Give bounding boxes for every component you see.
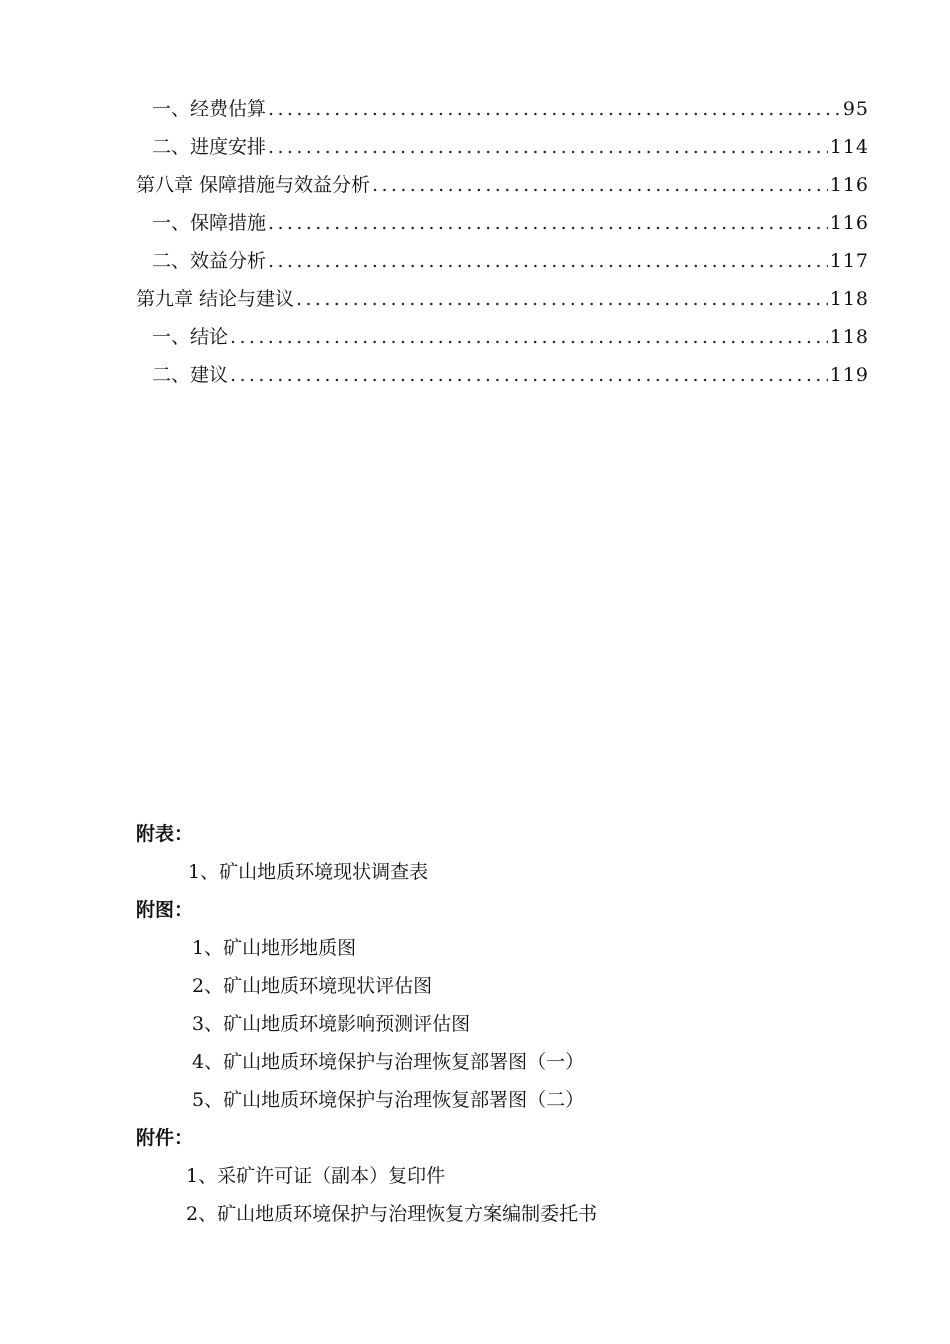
toc-entry[interactable] — [136, 318, 869, 356]
appendix-figure-item: 3、矿山地质环境影响预测评估图 — [192, 1013, 471, 1035]
appendix-attachments-heading: 附件： — [136, 1127, 194, 1149]
toc-dot-leader — [268, 128, 828, 166]
toc-entry-title: 二、效益分析 — [152, 250, 267, 272]
toc-dot-leader — [230, 356, 828, 394]
appendix-figure-item: 1、矿山地形地质图 — [192, 937, 357, 959]
toc-entry-page: 116 — [829, 174, 869, 196]
toc-entry[interactable] — [136, 356, 869, 394]
appendix-figure-item: 4、矿山地质环境保护与治理恢复部署图（一） — [192, 1051, 585, 1073]
toc-dot-leader — [268, 204, 828, 242]
toc-dot-leader — [372, 166, 828, 204]
appendix-section — [136, 815, 836, 1233]
toc-entry-page: 114 — [829, 136, 869, 158]
toc-entry-page: 118 — [829, 326, 869, 348]
toc-entry-title: 一、经费估算 — [152, 98, 267, 120]
toc-dot-leader — [230, 318, 828, 356]
toc-entry-title: 一、保障措施 — [152, 212, 267, 234]
appendix-table-item: 1、矿山地质环境现状调查表 — [188, 861, 429, 883]
appendix-figures-heading: 附图： — [136, 899, 194, 921]
toc-entry-title: 一、结论 — [152, 326, 229, 348]
toc-entry-title: 二、建议 — [152, 364, 229, 386]
toc-entry-page: 118 — [829, 288, 869, 310]
toc-entry-title: 第八章 保障措施与效益分析 — [136, 174, 371, 196]
toc-entry[interactable] — [136, 90, 869, 128]
appendix-attachment-item: 1、采矿许可证（副本）复印件 — [186, 1165, 446, 1187]
appendix-tables-heading: 附表： — [136, 823, 194, 845]
toc-dot-leader — [296, 280, 828, 318]
toc-entry-page: 95 — [842, 98, 869, 120]
toc-chapter-entry[interactable] — [136, 166, 869, 204]
toc-entry[interactable] — [136, 128, 869, 166]
toc-entry-title: 第九章 结论与建议 — [136, 288, 295, 310]
appendix-attachment-item: 2、矿山地质环境保护与治理恢复方案编制委托书 — [186, 1203, 598, 1225]
appendix-figure-item: 5、矿山地质环境保护与治理恢复部署图（二） — [192, 1089, 585, 1111]
toc-chapter-entry[interactable] — [136, 280, 869, 318]
toc-entry[interactable] — [136, 242, 869, 280]
toc-entry-page: 117 — [829, 250, 869, 272]
appendix-figure-item: 2、矿山地质环境现状评估图 — [192, 975, 433, 997]
toc-dot-leader — [268, 242, 828, 280]
toc-entry[interactable] — [136, 204, 869, 242]
table-of-contents — [136, 90, 869, 394]
toc-entry-title: 二、进度安排 — [152, 136, 267, 158]
toc-entry-page: 119 — [829, 364, 869, 386]
toc-dot-leader — [268, 90, 841, 128]
toc-entry-page: 116 — [829, 212, 869, 234]
